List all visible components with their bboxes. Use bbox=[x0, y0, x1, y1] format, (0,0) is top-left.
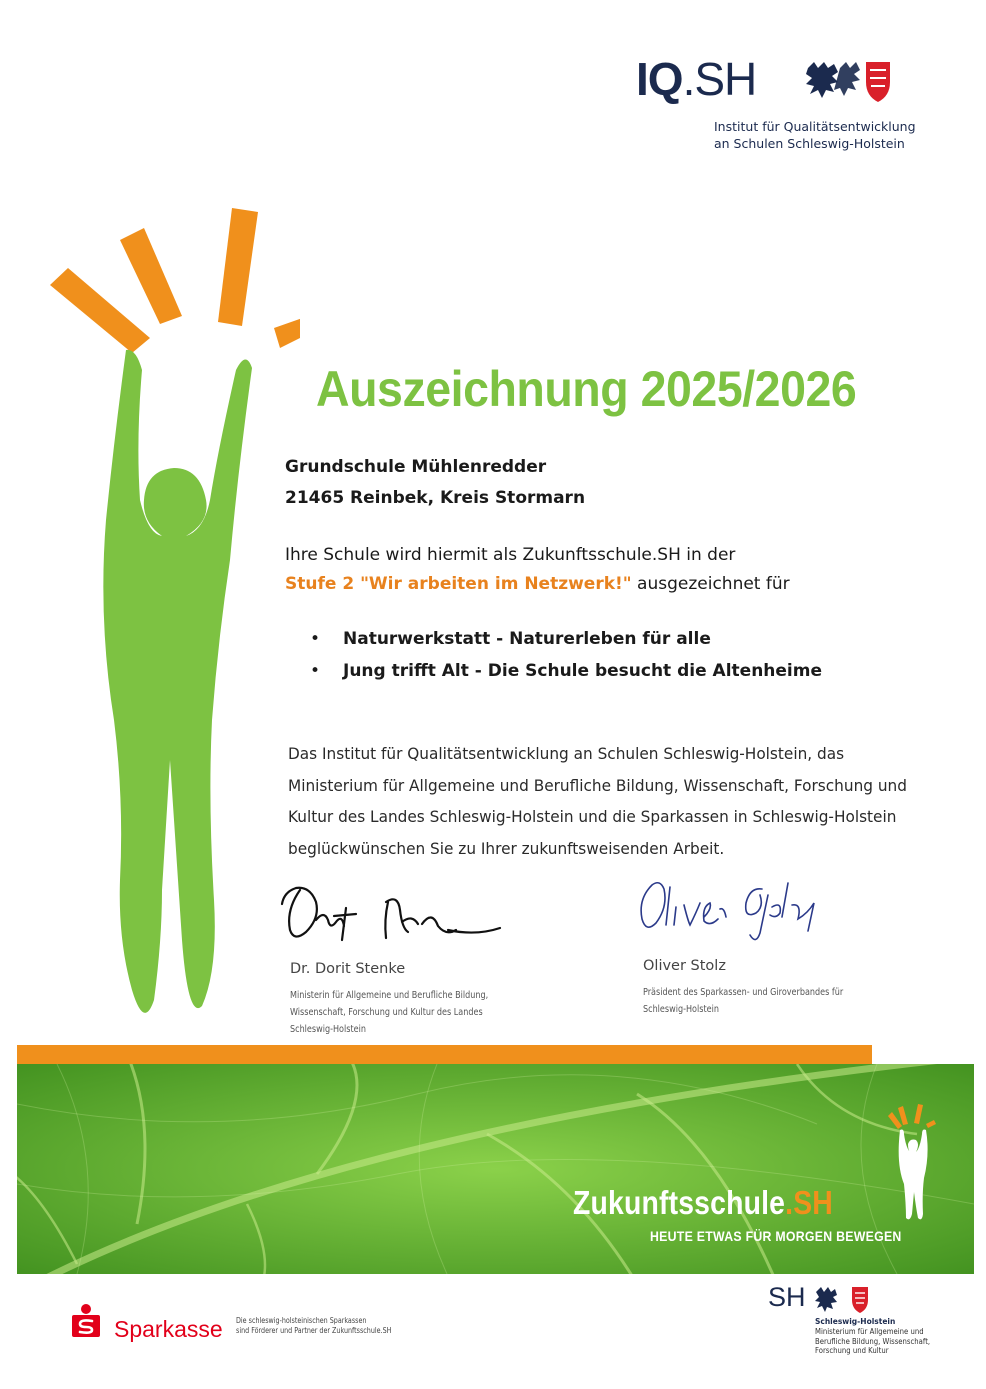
school-name: Grundschule Mühlenredder bbox=[285, 457, 547, 477]
zukunftsschule-brand: Zukunftsschule.SH bbox=[573, 1184, 833, 1221]
brand-tagline: HEUTE ETWAS FÜR MORGEN BEWEGEN bbox=[650, 1228, 902, 1244]
congratulations-paragraph: Das Institut für Qualitätsentwicklung an Schulen Schleswig-Holstein, das Ministerium für Allgemeine und Berufliche Bildung, Wissenschaft, Forschung und Kultur des Landes Schleswig-Holstein und die Sparkassen in Schleswig-Holstein beglückwünschen Sie zu Ihrer zukunftsweisenden Arbeit. bbox=[288, 744, 907, 858]
school-address: 21465 Reinbek, Kreis Stormarn bbox=[285, 488, 586, 508]
sparkasse-logo-icon bbox=[68, 1303, 104, 1339]
intro-line-2: Stufe 2 "Wir arbeiten im Netzwerk!" ausgezeichnet für bbox=[285, 574, 790, 594]
sparkasse-partner-text: Die schleswig-holsteinischen Sparkassen sind Förderer und Partner der Zukunftsschule.SH bbox=[236, 1316, 392, 1335]
school-block bbox=[285, 452, 585, 514]
award-intro bbox=[285, 541, 790, 599]
orange-rays bbox=[50, 208, 300, 353]
signatory-name-stenke: Dr. Dorit Stenke bbox=[290, 961, 406, 977]
ministry-state: Schleswig-Holstein bbox=[815, 1317, 896, 1326]
iqsh-logo bbox=[636, 52, 936, 152]
sh-coat-of-arms-icon bbox=[804, 58, 894, 104]
sh-coat-of-arms-icon bbox=[814, 1284, 870, 1314]
iqsh-wordmark: IQ.SH bbox=[636, 53, 757, 105]
project-list bbox=[310, 623, 822, 687]
stufe-label: Stufe 2 "Wir arbeiten im Netzwerk!" bbox=[285, 574, 632, 594]
list-item: • Naturwerkstatt - Naturerleben für alle bbox=[310, 623, 822, 655]
signatory-role-stolz: Präsident des Sparkassen- und Giroverbandes für Schleswig-Holstein bbox=[643, 987, 844, 1015]
sh-ministry-logo: SH bbox=[768, 1282, 968, 1322]
zukunftsschule-figure-icon bbox=[882, 1104, 942, 1224]
sparkasse-wordmark: Sparkasse bbox=[114, 1316, 223, 1342]
institute-name: Institut für Qualitätsentwicklung an Schulen Schleswig-Holstein bbox=[714, 119, 916, 151]
signatory-name-stolz: Oliver Stolz bbox=[643, 958, 726, 974]
signatory-role-stenke: Ministerin für Allgemeine und Berufliche Bildung, Wissenschaft, Forschung und Kultur des Landes Schleswig-Holstein bbox=[290, 990, 489, 1035]
intro-line-1: Ihre Schule wird hiermit als Zukunftsschule.SH in der bbox=[285, 545, 736, 565]
certificate-title: Auszeichnung 2025/2026 bbox=[316, 361, 857, 417]
cheering-figure-illustration bbox=[40, 200, 300, 1040]
ministry-name: Ministerium für Allgemeine und Berufliche Bildung, Wissenschaft, Forschung und Kultur bbox=[815, 1327, 931, 1355]
signature-stolz bbox=[632, 873, 832, 948]
signature-stenke bbox=[276, 880, 516, 950]
list-item: • Jung trifft Alt - Die Schule besucht die Altenheime bbox=[310, 655, 822, 687]
green-figure-body bbox=[103, 350, 252, 1013]
